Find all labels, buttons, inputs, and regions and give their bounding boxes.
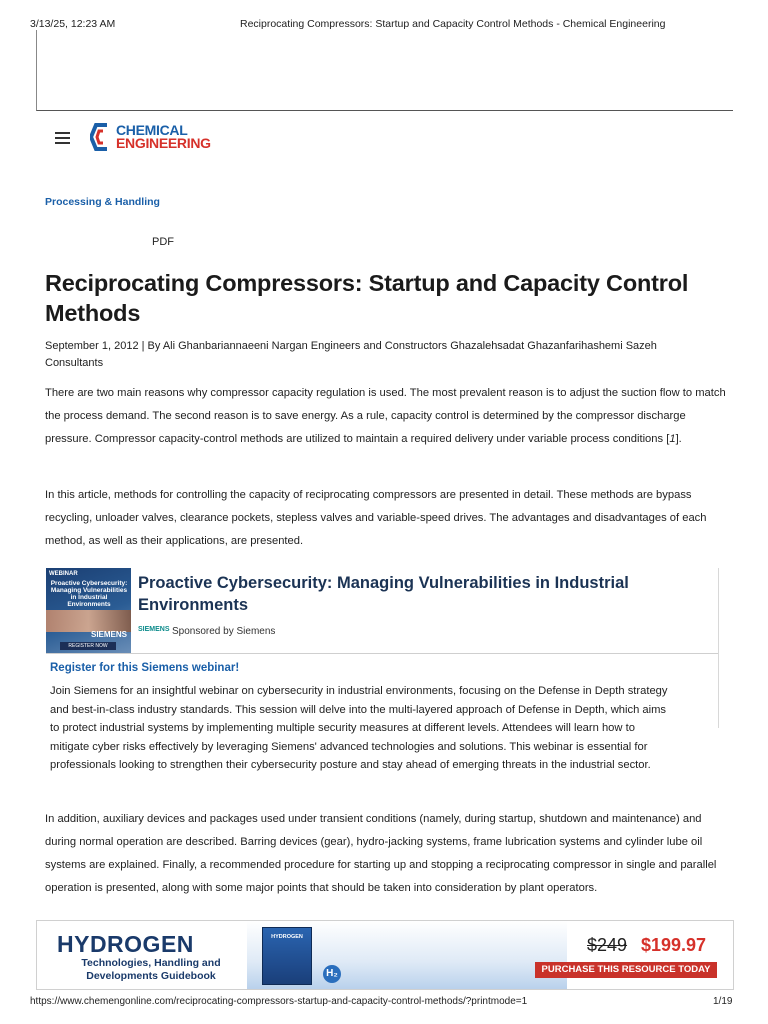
webinar-title-link[interactable]: Proactive Cybersecurity: Managing Vulnerabilities in Industrial Environments — [138, 574, 629, 614]
purchase-button[interactable]: PURCHASE THIS RESOURCE TODAY — [535, 962, 717, 978]
sponsor-logo: SIEMENS — [138, 626, 170, 633]
article-paragraph-2: In this article, methods for controlling the capacity of reciprocating compressors are presented in detail. These methods are bypass recycling, unloader valves, clearance pockets, stepless valves and variable-speed drives. The advantages and disadvantages of each method, as well as their applications, are presented. — [45, 489, 707, 547]
banner-headline: HYDROGEN — [57, 931, 194, 957]
h2-molecule-icon: H₂ — [323, 965, 341, 983]
thumbnail-title: Proactive Cybersecurity: Managing Vulnerabilities in Industrial Environments — [50, 580, 128, 608]
logo-line1: CHEMICAL — [116, 122, 188, 138]
site-logo[interactable] — [90, 122, 250, 154]
webinar-description: Join Siemens for an insightful webinar on cybersecurity in industrial environments, focusing on the Defense in Depth strategy and best-in-class industry standards. This session will delve into the multi-layered approach of Defense in Depth, which aims to protect industrial systems by implementing multiple security measures at different levels. Attendees will learn how to mitigate cyber risks effectively by leveraging Siemens' advanced technologies and solutions. This webinar is essential for professionals looking to strengthen their cybersecurity posture and stay ahead of emerging threats in the industrial sector. — [50, 685, 668, 771]
card-edge — [718, 568, 719, 728]
article-paragraph-3: In addition, auxiliary devices and packages used under transient conditions (namely, during startup, shutdown and maintenance) and during normal operation are described. Barring devices (gear), hydro-jacking systems, frame lubrication systems and cylinder lube oil systems are explained. Finally, a recommended procedure for starting up and stopping a reciprocating compressor in single and parallel operation is presented, along with some major points that should be taken into consideration by plant operators. — [45, 813, 717, 894]
paragraph-1-end: ]. — [675, 433, 682, 445]
print-datetime: 3/13/25, 12:23 AM — [30, 18, 116, 30]
hamburger-menu-icon[interactable] — [55, 132, 70, 144]
paragraph-1-text: There are two main reasons why compressor capacity regulation is used. The most prevalent reason is to adjust the suction flow to match the process demand. The second reason is to save energy. As a rule, capacity control is determined by the compressor discharge pressure. Compressor capacity-control methods are utilized to maintain a required delivery under variable process conditions [ — [45, 387, 726, 445]
logo-line2: ENGINEERING — [116, 135, 211, 151]
pdf-link[interactable]: PDF — [152, 236, 174, 248]
print-footer-url: https://www.chemengonline.com/reciprocating-compressors-startup-and-capacity-control-methods/?printmode=1 — [30, 996, 528, 1007]
article-byline: September 1, 2012 | By Ali Ghanbariannaeeni Nargan Engineers and Constructors Ghazalehsadat Ghazanfarihashemi Sazeh Consultants — [45, 340, 657, 369]
print-page-title: Reciprocating Compressors: Startup and Capacity Control Methods - Chemical Engineering — [240, 18, 666, 30]
print-page-number: 1/19 — [713, 996, 733, 1007]
banner-subline: Technologies, Handling and Developments Guidebook — [81, 957, 221, 982]
article-title: Reciprocating Compressors: Startup and Capacity Control Methods — [45, 270, 689, 326]
thumbnail-image — [46, 610, 131, 632]
original-price: $249 — [587, 935, 628, 955]
thumbnail-brand: SIEMENS — [90, 630, 127, 639]
article-paragraph-1 — [45, 382, 727, 451]
reference-link-1[interactable]: 1 — [669, 433, 676, 445]
logo-hexagon-icon — [90, 122, 114, 152]
sponsored-webinar-card — [46, 568, 726, 798]
card-divider — [46, 653, 718, 654]
guidebook-cover-title: HYDROGEN — [271, 934, 303, 940]
thumbnail-webinar-label: WEBINAR — [49, 571, 78, 577]
top-ad-slot — [36, 30, 733, 111]
webinar-thumbnail[interactable] — [46, 568, 131, 654]
sale-price: $199.97 — [641, 935, 707, 955]
sponsor-label: Sponsored by Siemens — [172, 626, 276, 637]
guidebook-cover-image — [262, 927, 312, 985]
register-webinar-link[interactable]: Register for this Siemens webinar! — [50, 662, 240, 674]
hydrogen-guidebook-banner[interactable] — [36, 920, 734, 990]
thumbnail-register-button: REGISTER NOW — [60, 642, 116, 650]
category-link[interactable]: Processing & Handling — [45, 196, 160, 208]
